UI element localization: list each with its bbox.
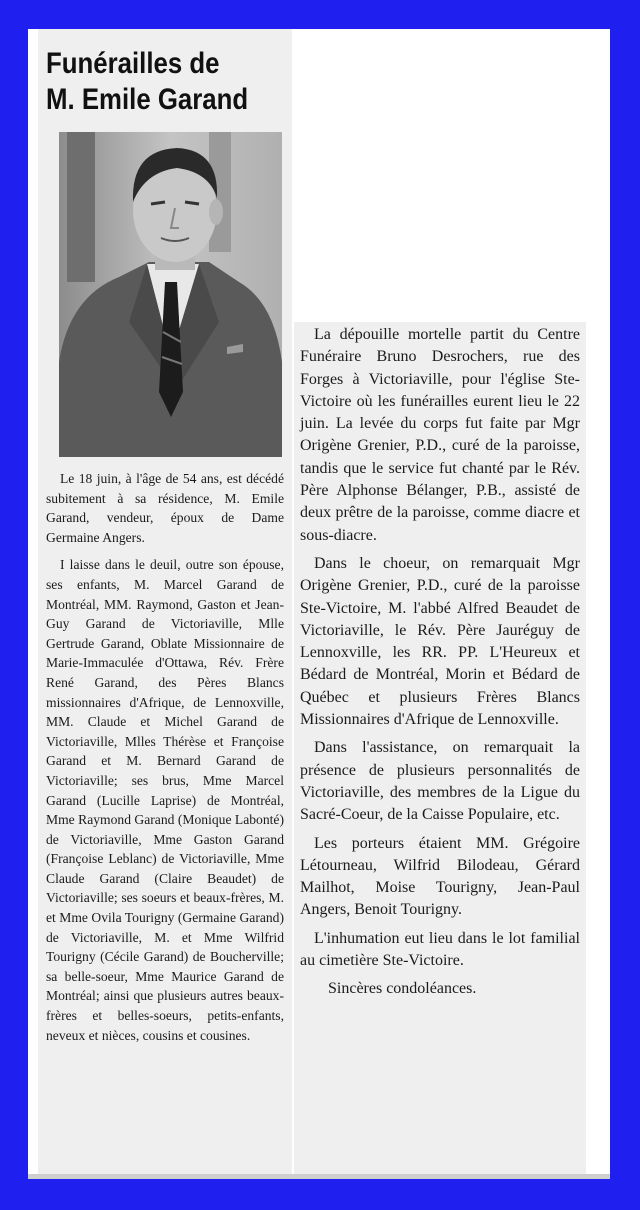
article-paragraph: L'inhumation eut lieu dans le lot familial au cimetière Ste-Victoire.	[300, 929, 580, 970]
article-paragraph: Les porteurs étaient MM. Grégoire Létourneau, Wilfrid Bilodeau, Gérard Mailhot, Moise Tourigny, Jean-Paul Angers, Benoit Tourigny.	[300, 834, 580, 919]
portrait-photo	[59, 132, 282, 457]
newspaper-clipping	[28, 29, 610, 1179]
article-right-column	[294, 322, 586, 1174]
article-paragraph: Le 18 juin, à l'âge de 54 ans, est décédé subitement à sa résidence, M. Emile Garand, vendeur, époux de Dame Germaine Angers.	[46, 471, 284, 545]
article-paragraph: Dans le choeur, on remarquait Mgr Origène Grenier, P.D., curé de la paroisse Ste-Victoire, M. l'abbé Alfred Beaudet de Victoriaville, le Rév. Père Jauréguy de Lennoxville, les RR. PP. L'Heureux et Bédard de Montréal, Morin et Bédard de Québec et plusieurs Frères Blancs Missionnaires d'Afrique de Lennoxville.	[300, 554, 580, 729]
article-left-column	[46, 469, 284, 1045]
headline-line-2: M. Emile Garand	[46, 83, 249, 116]
clipping-bottom-edge	[28, 1174, 610, 1179]
article-paragraph: La dépouille mortelle partit du Centre Funéraire Bruno Desrochers, rue des Forges à Victoriaville, pour l'église Ste-Victoire où les funérailles eurent lieu le 22 juin. La levée du corps fut faite par Mgr Origène Grenier, P.D., curé de la paroisse, tandis que le service fut chanté par le Rév. Père Alphonse Bélanger, P.B., assisté de deux prêtre de la paroisse, comme diacre et sous-diacre.	[300, 326, 580, 544]
portrait-image	[59, 132, 282, 457]
closing-line: Sincères condoléances.	[328, 980, 477, 998]
headline-line-1: Funérailles de	[46, 47, 220, 80]
article-headline	[46, 46, 252, 118]
article-paragraph: I laisse dans le deuil, outre son épouse, ses enfants, M. Marcel Garand de Montréal, MM. Raymond, Gaston et Jean-Guy Garand de Victoriaville, Mlle Gertrude Garand, Oblate Missionnaire de Marie-Immaculée d'Ottawa, Rév. Frère René Garand, des Pères Blancs missionnaires d'Afrique, de Lennoxville, MM. Claude et Michel Garand de Victoriaville, Mlles Thérèse et Françoise Garand et M. Bernard Garand de Victoriaville; ses brus, Mme Marcel Garand (Lucille Laprise) de Montréal, Mme Raymond Garand (Monique Labonté) de Victoriaville, Mme Gaston Garand (Françoise Leblanc) de Victoriaville, Mme Claude Garand (Claire Beaudet) de Victoriaville; ses soeurs et beaux-frères, M. et Mme Ovila Tourigny (Germaine Garand) de Victoriaville, M. et Mme Wilfrid Tourigny (Cécile Garand) de Boucherville; sa belle-soeur, Mme Maurice Garand de Montréal; ainsi que plusieurs autres beaux-frères et belles-soeurs, petits-enfants, neveux et nièces, cousins et cousines.	[46, 557, 284, 1043]
article-paragraph: Dans l'assistance, on remarquait la présence de plusieurs personnalités de Victoriaville, des membres de la Ligue du Sacré-Coeur, de la Caisse Populaire, etc.	[300, 739, 580, 824]
